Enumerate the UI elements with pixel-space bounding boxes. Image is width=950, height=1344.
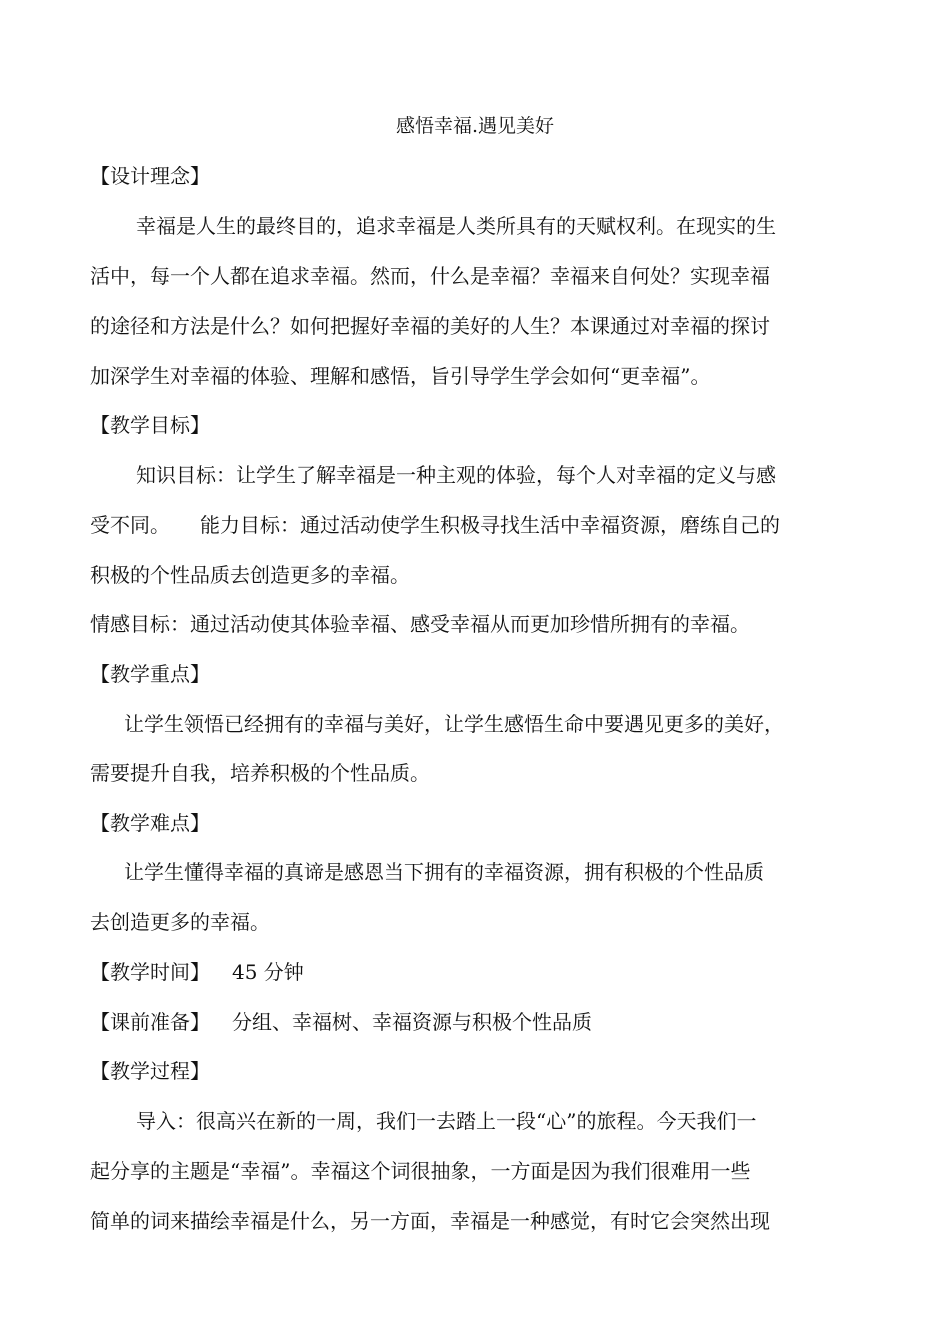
heading-time: 【教学时间】: [90, 960, 210, 984]
design-line-1: 幸福是人生的最终目的，追求幸福是人类所具有的天赋权利。在现实的生: [136, 214, 776, 238]
process-line-1: 导入：很高兴在新的一周，我们一去踏上一段“心”的旅程。今天我们一: [136, 1109, 757, 1133]
time-row: [90, 957, 304, 987]
design-line-4: 加深学生对幸福的体验、理解和感悟，旨引导学生学会如何“更幸福”。: [90, 364, 711, 388]
goals-line-3: 积极的个性品质去创造更多的幸福。: [90, 563, 410, 587]
goals-line-2a: 受不同。: [90, 513, 170, 537]
design-line-3: 的途径和方法是什么？如何把握好幸福的美好的人生？本课通过对幸福的探讨: [90, 314, 770, 338]
goals-line-2b: 能力目标：通过活动使学生积极寻找生活中幸福资源，磨练自己的: [200, 513, 780, 537]
goals-line-1: 知识目标：让学生了解幸福是一种主观的体验，每个人对幸福的定义与感: [136, 463, 776, 487]
document-title: 感悟幸福.遇见美好: [395, 115, 555, 137]
design-line-2: 活中，每一个人都在追求幸福。然而，什么是幸福？幸福来自何处？实现幸福: [90, 264, 770, 288]
goals-line-2: [90, 510, 780, 540]
time-value: 45 分钟: [232, 960, 304, 984]
heading-difficulties: 【教学难点】: [90, 811, 210, 835]
heading-process: 【教学过程】: [90, 1059, 210, 1083]
goals-line-4: 情感目标：通过活动使其体验幸福、感受幸福从而更加珍惜所拥有的幸福。: [90, 612, 750, 636]
process-line-2: 起分享的主题是“幸福”。幸福这个词很抽象，一方面是因为我们很难用一些: [90, 1159, 751, 1183]
heading-prep: 【课前准备】: [90, 1010, 210, 1034]
prep-value: 分组、幸福树、幸福资源与积极个性品质: [232, 1010, 592, 1034]
heading-goals: 【教学目标】: [90, 413, 210, 437]
heading-design: 【设计理念】: [90, 164, 210, 188]
difficulties-line-2: 去创造更多的幸福。: [90, 910, 270, 934]
process-line-3: 简单的词来描绘幸福是什么，另一方面，幸福是一种感觉，有时它会突然出现: [90, 1209, 770, 1233]
difficulties-line-1: 让学生懂得幸福的真谛是感恩当下拥有的幸福资源，拥有积极的个性品质: [124, 860, 764, 884]
heading-keypoints: 【教学重点】: [90, 662, 210, 686]
keypoints-line-1: 让学生领悟已经拥有的幸福与美好，让学生感悟生命中要遇见更多的美好，: [124, 712, 784, 736]
keypoints-line-2: 需要提升自我，培养积极的个性品质。: [90, 761, 430, 785]
prep-row: [90, 1007, 592, 1037]
